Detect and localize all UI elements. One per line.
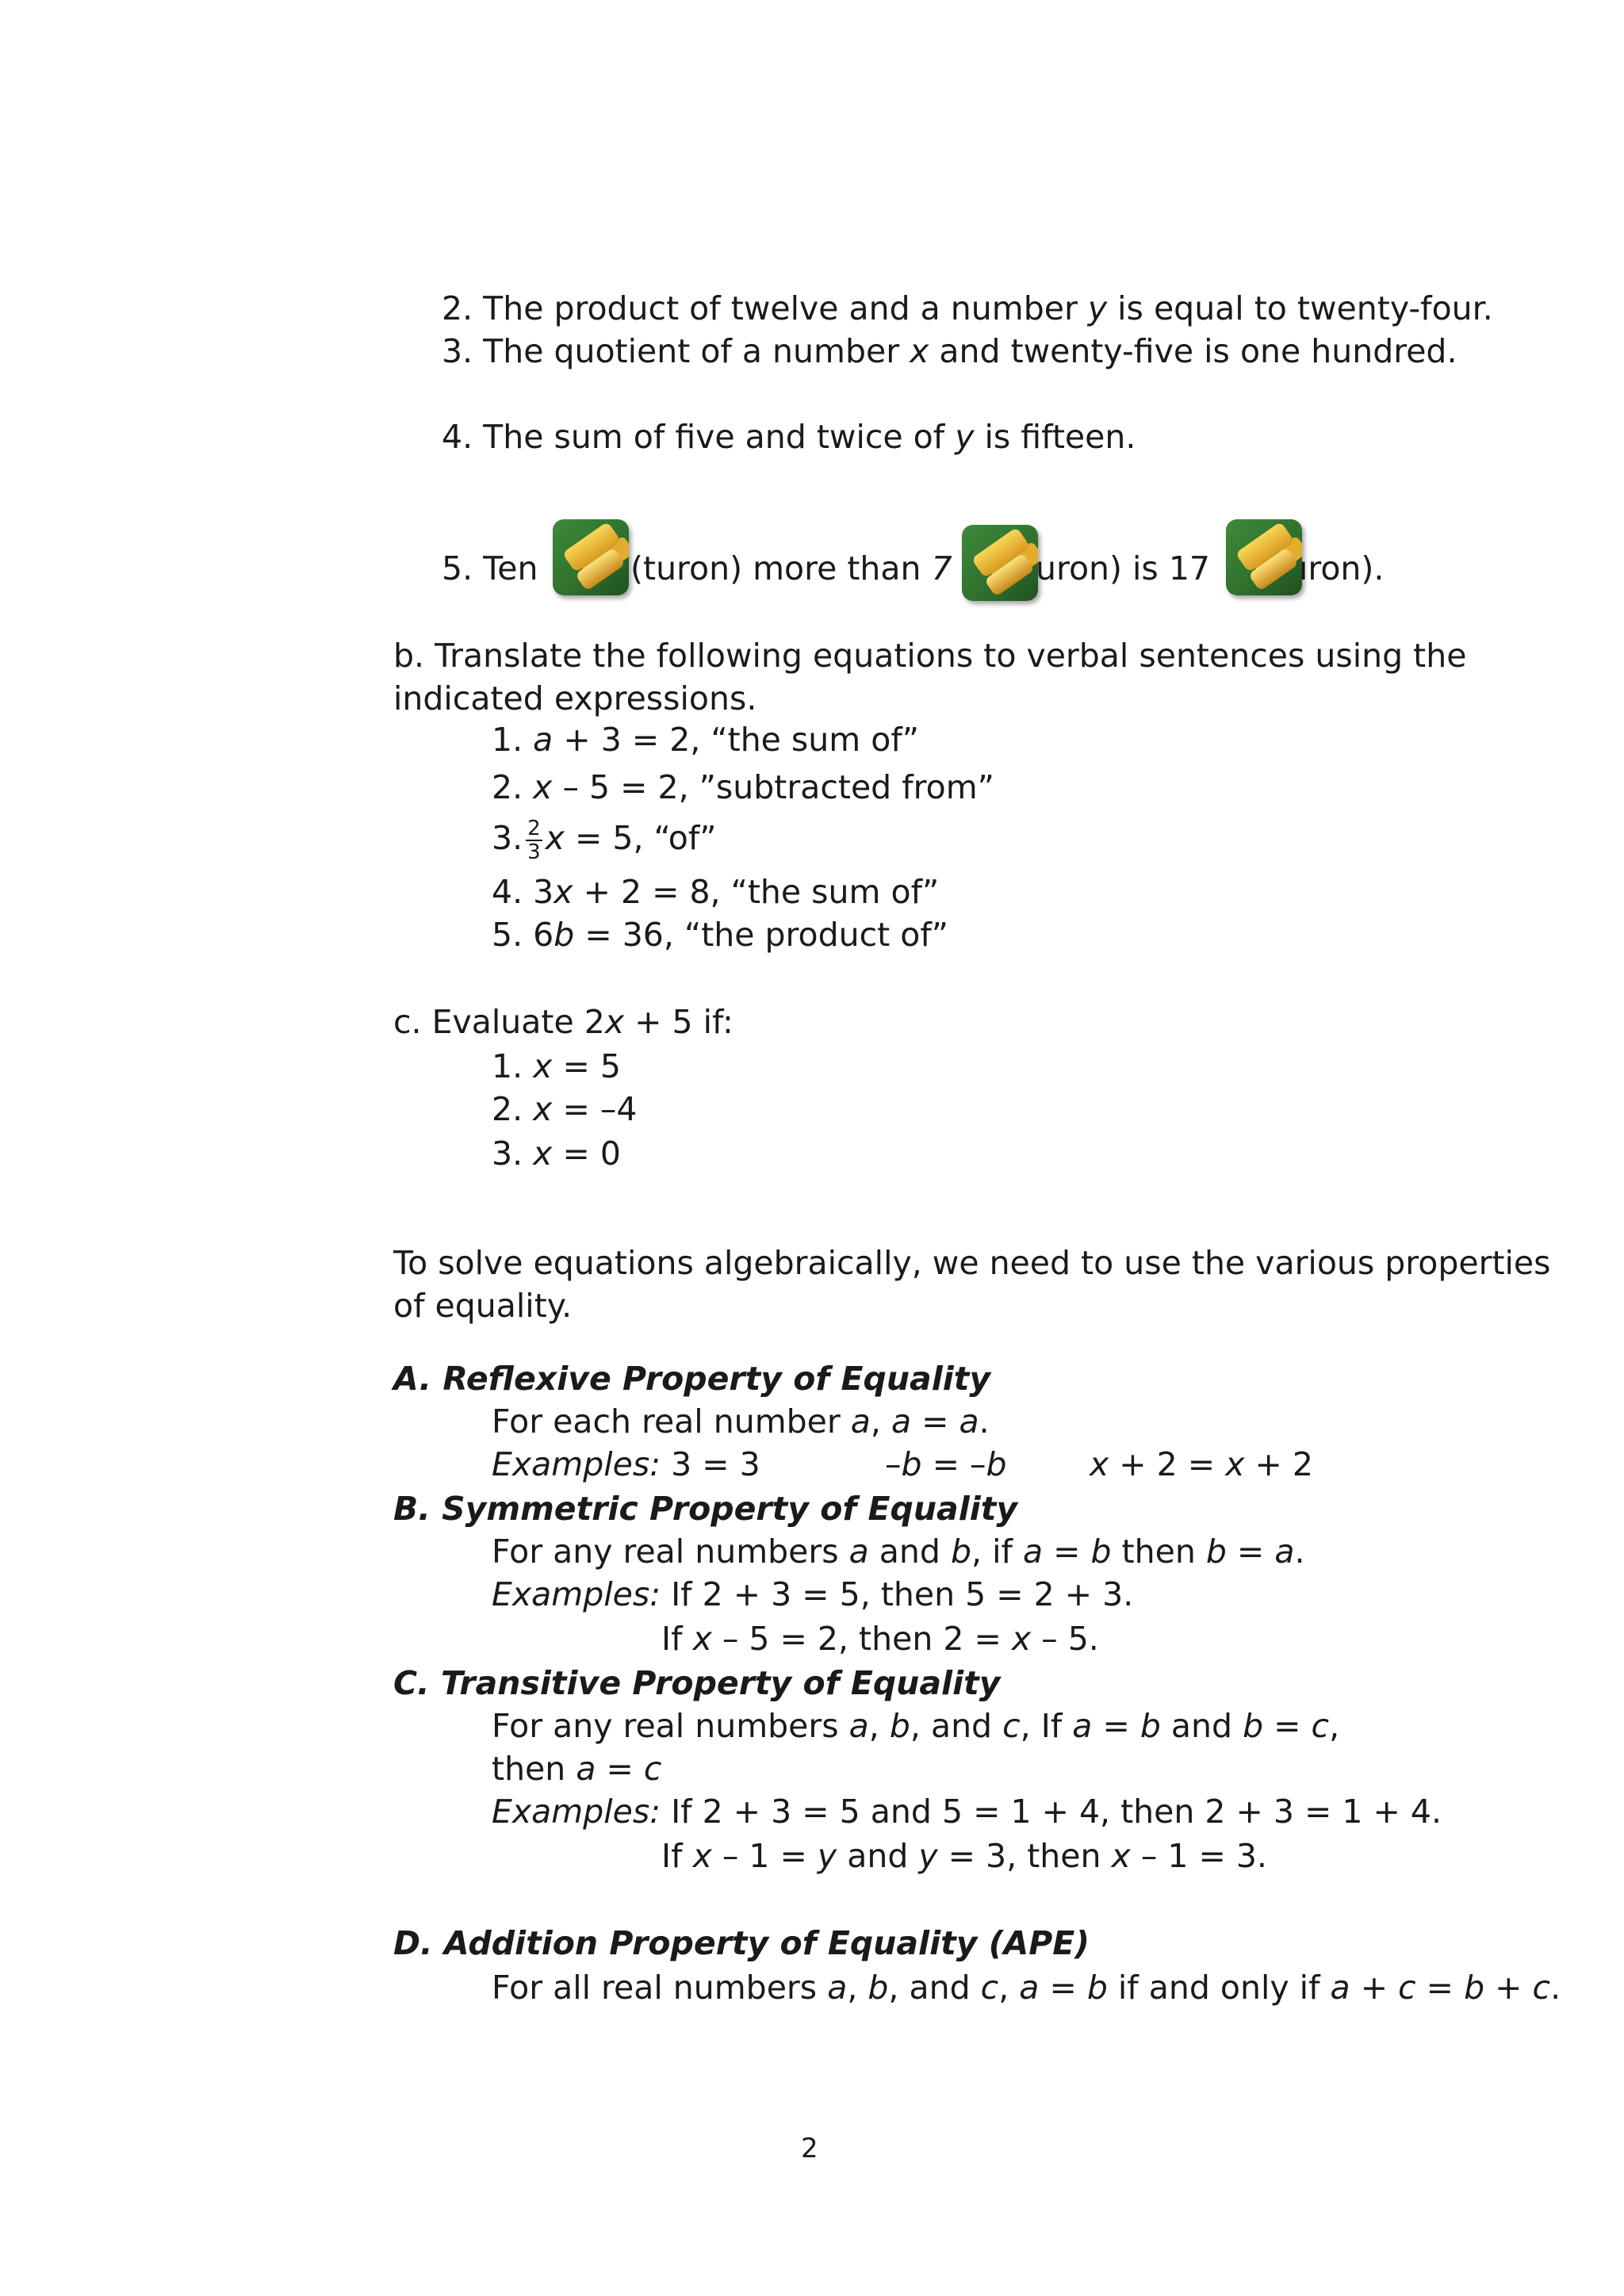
property-c-definition: For any real numbers a, b, and c, If a = b and b = c,: [492, 1707, 1340, 1745]
item-a5-tail: ıron).: [1299, 549, 1385, 587]
part-c-item-1: 1. x = 5: [492, 1047, 621, 1085]
property-d-definition: For all real numbers a, b, and c, a = b if and only if a + c = b + c.: [492, 1969, 1561, 2007]
property-a-example-1: Examples: 3 = 3: [492, 1445, 760, 1483]
part-b-heading-cont: indicated expressions.: [393, 679, 757, 718]
item-a2: 2. The product of twelve and a number y is equal to twenty-four.: [442, 289, 1493, 327]
property-c-title: C. Transitive Property of Equality: [393, 1664, 1001, 1702]
property-a-example-2: –b = –b: [885, 1445, 1007, 1483]
property-b-definition: For any real numbers a and b, if a = b then b = a.: [492, 1533, 1305, 1571]
turon-image-icon: [553, 519, 629, 595]
property-b-example-2: If x – 5 = 2, then 2 = x – 5.: [661, 1620, 1099, 1658]
fraction: $\frac{2}{3}$: [527, 817, 541, 864]
item-a5-middle: (turon) more than 7: [630, 549, 952, 587]
intro-line-1: To solve equations algebraically, we need to use the various properties: [393, 1244, 1551, 1282]
part-b-item-5: 5. 6b = 36, “the product of”: [492, 916, 948, 954]
part-b-item-1: 1. a + 3 = 2, “the sum of”: [492, 721, 920, 759]
item-a3: 3. The quotient of a number x and twenty-five is one hundred.: [442, 332, 1457, 370]
part-b-item-2: 2. x – 5 = 2, ”subtracted from”: [492, 768, 994, 806]
property-a-definition: For each real number a, a = a.: [492, 1402, 990, 1441]
part-b-item-3: 3. $\frac{2}{3}$ x = 5, “of”: [492, 817, 717, 864]
item-a4: 4. The sum of five and twice of y is fifteen.: [442, 418, 1136, 456]
property-a-title: A. Reflexive Property of Equality: [393, 1360, 991, 1398]
intro-line-2: of equality.: [393, 1287, 573, 1325]
item-a5-end: uron) is 17: [1036, 549, 1210, 587]
property-c-example-2: If x – 1 = y and y = 3, then x – 1 = 3.: [661, 1837, 1267, 1875]
item-a5-start: 5. Ten: [442, 549, 538, 587]
turon-image-icon: [962, 525, 1038, 601]
property-b-title: B. Symmetric Property of Equality: [393, 1490, 1018, 1528]
page-number: 2: [801, 2133, 818, 2164]
turon-image-icon: [1226, 519, 1302, 595]
part-c-item-2: 2. x = –4: [492, 1090, 638, 1128]
property-a-example-3: x + 2 = x + 2: [1090, 1445, 1313, 1483]
property-c-example-1: Examples: If 2 + 3 = 5 and 5 = 1 + 4, then 2 + 3 = 1 + 4.: [492, 1793, 1442, 1831]
part-b-heading: b. Translate the following equations to verbal sentences using the: [393, 637, 1467, 675]
property-c-definition-cont: then a = c: [492, 1750, 662, 1788]
part-b-item-4: 4. 3x + 2 = 8, “the sum of”: [492, 873, 940, 911]
property-b-example-1: Examples: If 2 + 3 = 5, then 5 = 2 + 3.: [492, 1575, 1134, 1613]
property-d-title: D. Addition Property of Equality (APE): [393, 1924, 1090, 1962]
part-c-heading: c. Evaluate 2x + 5 if:: [393, 1003, 733, 1041]
part-c-item-3: 3. x = 0: [492, 1135, 621, 1173]
